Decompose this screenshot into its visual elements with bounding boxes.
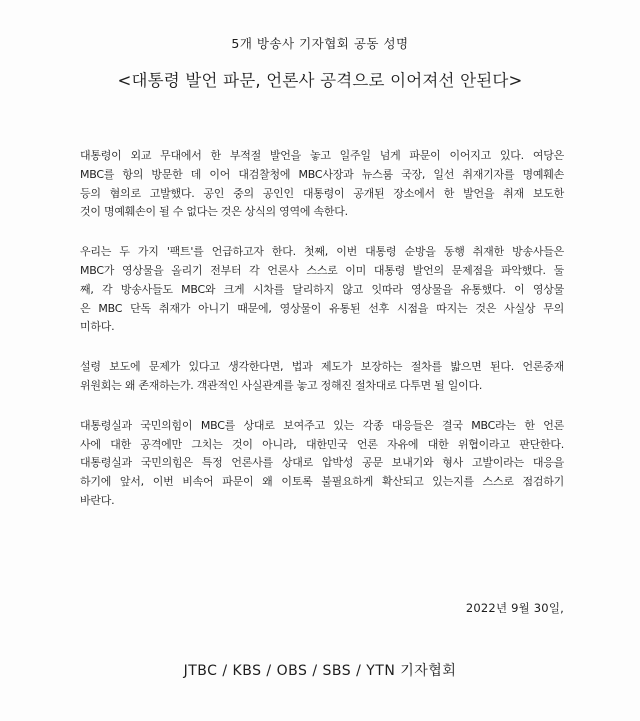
paragraph-1 xyxy=(80,147,564,222)
text-line: MBC가 영상물을 올리기 전부터 각 언론사 스스로 이미 대통령 발언의 문제점을 파악했다. 둘 xyxy=(80,263,564,277)
text-line: 바란다. xyxy=(80,493,115,507)
text-line: 대통령실과 국민의힘은 특정 언론사를 상대로 압박성 공문 보내기와 형사 고발이라는 대응을 xyxy=(80,456,564,470)
text-line: 하기에 앞서, 이번 비속어 파문이 왜 이토록 불필요하게 확산되고 있는지를 스스로 점검하기 xyxy=(80,475,564,489)
text-line: 은 MBC 단독 취재가 아니기 때문에, 영상물이 유통된 선후 시점을 따지는 것은 사실상 무의 xyxy=(80,301,564,315)
text-line: 째, 각 방송사들도 MBC와 크게 시차를 달리하지 않고 잇따라 영상물을 유통했다. 이 영상물 xyxy=(80,282,564,296)
statement-date: 2022년 9월 30일, xyxy=(465,601,564,615)
statement-body xyxy=(80,147,564,532)
text-line: 위원회는 왜 존재하는가. 객관적인 사실관계를 놓고 정해진 절차대로 다투면 될 일이다. xyxy=(80,378,483,392)
paragraph-2 xyxy=(80,243,564,337)
text-line: 미하다. xyxy=(80,320,115,334)
paragraph-4 xyxy=(80,417,564,511)
text-line: MBC를 항의 방문한 데 이어 대검찰청에 MBC사장과 뉴스룸 국장, 일선 취재기자를 명예훼손 xyxy=(80,167,564,181)
text-line: 대통령실과 국민의힘이 MBC를 상대로 보여주고 있는 각종 대응들은 결국 MBC라는 한 언론 xyxy=(80,418,564,432)
document-headline: <대통령 발언 파문, 언론사 공격으로 이어져선 안된다> xyxy=(117,71,523,90)
text-line: 사에 대한 공격에만 그치는 것이 아니라, 대한민국 언론 자유에 대한 위협이라고 판단한다. xyxy=(80,437,564,451)
text-line: 우리는 두 가지 '팩트'를 언급하고자 한다. 첫째, 이번 대통령 순방을 동행 취재한 방송사들은 xyxy=(80,245,564,259)
text-line: 등의 혐의로 고발했다. 공인 중의 공인인 대통령이 공개된 장소에서 한 발언을 취재 보도한 xyxy=(80,186,564,200)
signature-line: JTBC / KBS / OBS / SBS / YTN 기자협회 xyxy=(183,663,457,679)
paragraph-3 xyxy=(80,358,564,396)
text-line: 대통령이 외교 무대에서 한 부적절 발언을 놓고 일주일 넘게 파문이 이어지고 있다. 여당은 xyxy=(80,149,564,162)
document-header: 5개 방송사 기자협회 공동 성명 xyxy=(231,36,409,51)
text-line: 것이 명예훼손이 될 수 없다는 것은 상식의 영역에 속한다. xyxy=(80,205,348,219)
text-line: 설령 보도에 문제가 있다고 생각한다면, 법과 제도가 보장하는 절차를 밟으면 된다. 언론중재 xyxy=(80,360,564,374)
